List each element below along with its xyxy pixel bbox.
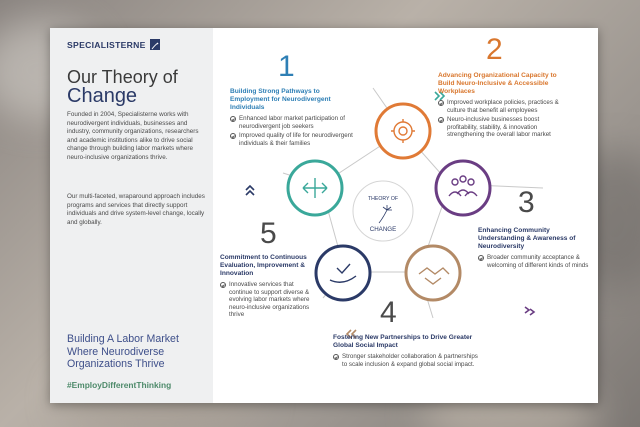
section-2-title: Advancing Organizational Capacity to Build Neuro-Inclusive & Accessible Workplaces	[438, 72, 557, 95]
section-4-bullet: Stronger stakeholder collaboration & partnerships to scale inclusion & expand global social impact.	[333, 353, 483, 368]
center-label-bottom: CHANGE	[369, 226, 397, 233]
left-panel	[50, 28, 213, 403]
check-icon	[438, 117, 444, 123]
section-1-bullet: Enhanced labor market participation of neurodivergent job seekers	[230, 115, 358, 130]
check-icon	[230, 116, 236, 122]
approach-paragraph: Our multi-faceted, wraparound approach includes programs and services that directly support individuals and drive system-level change, locally and globally.	[67, 193, 205, 226]
section-1	[230, 88, 358, 149]
check-icon	[230, 133, 236, 139]
section-4-number: 4	[380, 296, 397, 329]
page-title-line1: Our Theory of	[67, 67, 178, 87]
section-2-number: 2	[486, 33, 503, 66]
check-icon	[333, 354, 339, 360]
section-3	[478, 227, 594, 271]
page-title-line2: Change	[67, 85, 138, 107]
section-2-bullet: Neuro-inclusive businesses boost profitability, stability, & innovation strengthening the overall labor market	[438, 116, 562, 139]
chevron-purple-icon	[525, 307, 534, 315]
logo-text: SPECIALISTERNE	[67, 39, 146, 50]
section-3-number: 3	[518, 186, 535, 219]
petal-2	[436, 161, 490, 215]
tagline: Building A Labor Market Where Neurodiverse Organizations Thrive	[67, 333, 179, 371]
check-icon	[438, 100, 444, 106]
center-label-top: THEORY OF	[367, 196, 399, 202]
check-icon	[220, 282, 226, 288]
section-5-number: 5	[260, 217, 277, 250]
intro-paragraph: Founded in 2004, Specialisterne works with neurodivergent individuals, businesses and industry, community organizations, researchers and academic institutions alike to drive social change through building labor markets where neuro-inclusive organizations thrive.	[67, 111, 199, 161]
section-1-number: 1	[278, 50, 295, 83]
theory-of-change-card	[50, 28, 598, 403]
section-5-title: Commitment to Continuous Evaluation, Improvement & Innovation	[220, 254, 307, 277]
section-3-bullet: Broader community acceptance & welcoming of different kinds of minds	[478, 254, 594, 269]
section-2	[438, 72, 562, 141]
section-5	[220, 254, 318, 321]
check-icon	[478, 255, 484, 261]
petal-1	[376, 104, 430, 158]
section-3-title: Enhancing Community Understanding & Awareness of Neurodiversity	[478, 227, 576, 250]
chevron-navy-icon	[246, 186, 254, 195]
section-1-title: Building Strong Pathways to Employment for Neurodivergent Individuals	[230, 88, 331, 111]
section-4-title: Fostering New Partnerships to Drive Greater Global Social Impact	[333, 334, 473, 349]
section-4	[333, 334, 483, 370]
petal-4	[316, 246, 370, 300]
hashtag: #EmployDifferentThinking	[67, 380, 172, 390]
section-2-bullet: Improved workplace policies, practices & culture that benefit all employees	[438, 99, 562, 114]
section-5-bullet: Innovative services that continue to support diverse & evolving labor markets where neuro-inclusive organizations thrive	[220, 281, 318, 319]
section-1-bullet: Improved quality of life for neurodivergent individuals & their families	[230, 132, 358, 147]
brand-logo	[67, 39, 160, 50]
logo-mark-icon	[150, 39, 160, 50]
